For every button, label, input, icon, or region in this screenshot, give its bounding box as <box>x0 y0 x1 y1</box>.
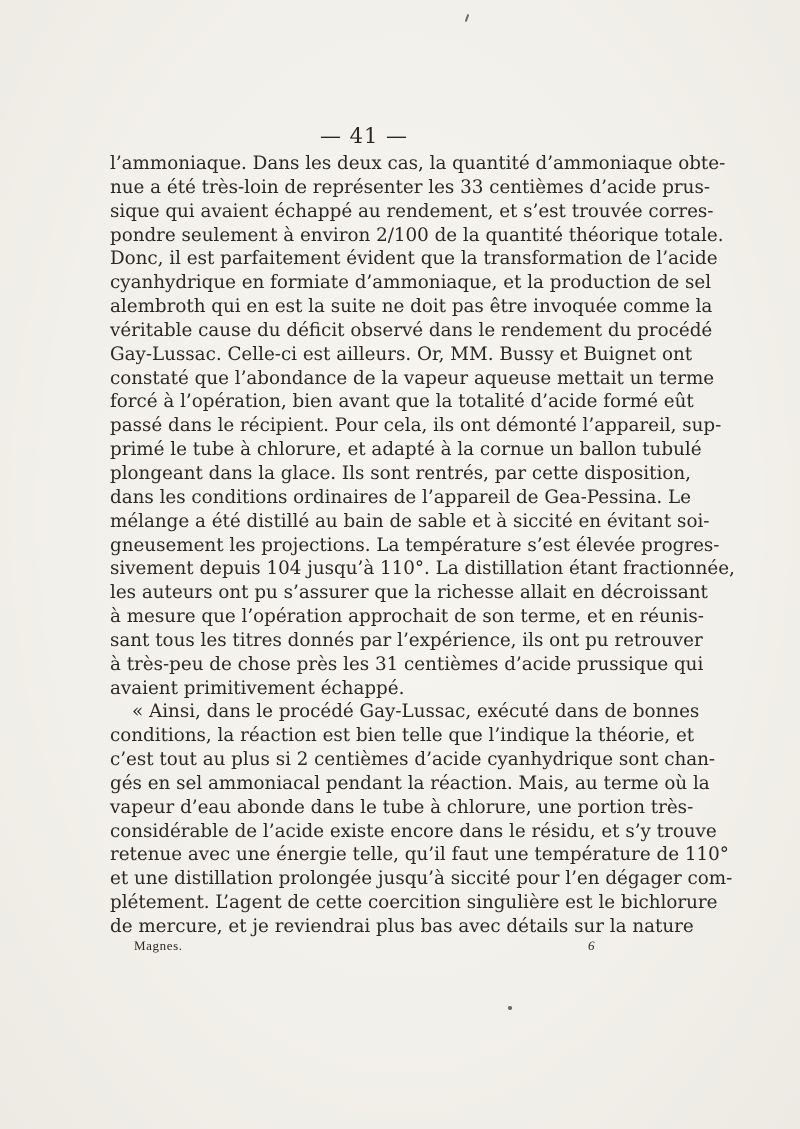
text-line: dans les conditions ordinaires de l’appareil de Gea-Pessina. Le <box>110 486 691 508</box>
text-line: l’ammoniaque. Dans les deux cas, la quantité d’ammoniaque obte- <box>110 153 726 174</box>
text-line: primé le tube à chlorure, et adapté à la cornue un ballon tubulé <box>110 439 702 461</box>
text-line: véritable cause du déficit observé dans le rendement du procédé <box>110 319 713 341</box>
page-number: — 41 — <box>319 124 409 148</box>
body-text <box>110 152 735 939</box>
sheet-number: 6 <box>588 938 596 953</box>
text-line: sique qui avaient échappé au rendement, et s’est trouvée corres- <box>110 200 714 222</box>
text-line: les auteurs ont pu s’assurer que la richesse allait en décroissant <box>110 582 708 604</box>
text-line: « Ainsi, dans le procédé Gay-Lussac, exécuté dans de bonnes <box>132 701 700 723</box>
text-line: Donc, il est parfaitement évident que la transformation de l’acide <box>110 248 718 270</box>
text-line: pondre seulement à environ 2/100 de la quantité théorique totale. <box>110 224 724 246</box>
text-line: retenue avec une énergie telle, qu’il faut une température de 110° <box>110 844 729 866</box>
text-line: gneusement les projections. La température s’est élevée progres- <box>110 534 720 556</box>
text-line: mélange a été distillé au bain de sable et à siccité en évitant soi- <box>110 510 710 532</box>
print-speck-bottom <box>508 1006 512 1010</box>
text-line: passé dans le récipient. Pour cela, ils ont démonté l’appareil, sup- <box>110 415 722 437</box>
text-line: constaté que l’abondance de la vapeur aqueuse mettait un terme <box>110 367 715 389</box>
text-line: cyanhydrique en formiate d’ammoniaque, et la production de sel <box>110 272 712 294</box>
text-line: à très-peu de chose près les 31 centièmes d’acide prussique qui <box>110 653 704 675</box>
text-line: avaient primitivement échappé. <box>110 677 405 699</box>
text-line: considérable de l’acide existe encore dans le résidu, et s’y trouve <box>110 820 717 842</box>
signature-mark: Magnes. <box>134 938 183 953</box>
text-line: et une distillation prolongée jusqu’à siccité pour l’en dégager com- <box>110 868 733 890</box>
text-line: de mercure, et je reviendrai plus bas avec détails sur la nature <box>110 916 694 937</box>
print-speck-top <box>465 14 470 22</box>
text-line: à mesure que l’opération approchait de son terme, et en réunis- <box>110 606 704 628</box>
text-line: forcé à l’opération, bien avant que la totalité d’acide formé eût <box>110 391 694 413</box>
text-line: Gay-Lussac. Celle-ci est ailleurs. Or, MM. Bussy et Buignet ont <box>110 343 693 365</box>
text-line: plongeant dans la glace. Ils sont rentrés, par cette disposition, <box>110 462 691 484</box>
text-line: vapeur d’eau abonde dans le tube à chlorure, une portion très- <box>110 796 694 818</box>
text-line: nue a été très-loin de représenter les 33 centièmes d’acide prus- <box>110 176 710 198</box>
text-line: c’est tout au plus si 2 centièmes d’acide cyanhydrique sont chan- <box>110 749 716 771</box>
text-line: sant tous les titres donnés par l’expérience, ils ont pu retrouver <box>110 629 703 651</box>
text-line: conditions, la réaction est bien telle que l’indique la théorie, et <box>110 725 695 747</box>
text-line: alembroth qui en est la suite ne doit pas être invoquée comme la <box>110 296 713 318</box>
text-line: plétement. L’agent de cette coercition singulière est le bichlorure <box>110 892 718 914</box>
text-line: sivement depuis 104 jusqu’à 110°. La distillation étant fractionnée, <box>110 558 735 580</box>
text-line: gés en sel ammoniacal pendant la réaction. Mais, au terme où la <box>110 772 710 794</box>
